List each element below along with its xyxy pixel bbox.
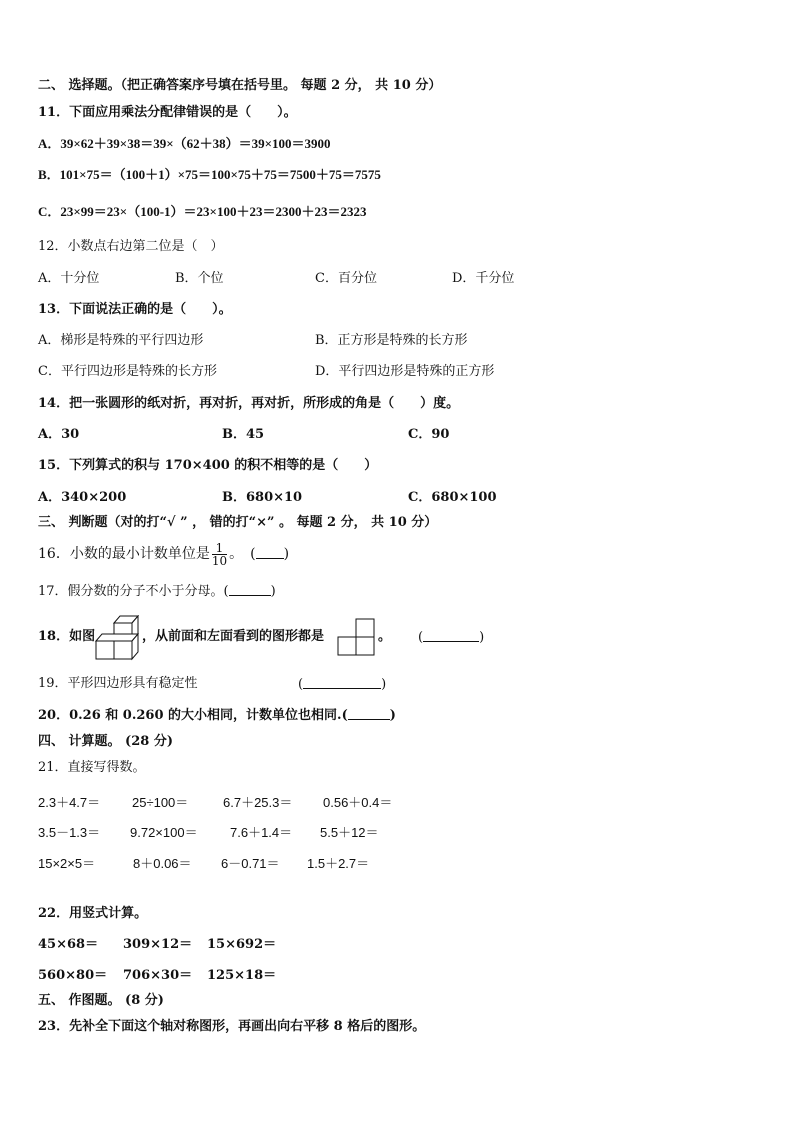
q11-stem: 11．下面应用乘法分配律错误的是（ ）。 — [38, 105, 297, 120]
q11-option-a[interactable]: A．39×62＋39×38＝39×（62＋38）＝39×100＝3900 — [38, 136, 331, 151]
section-4-header: 四、 计算题。 (28 分) — [38, 734, 173, 749]
q12-stem: 12．小数点右边第二位是（ ） — [38, 239, 224, 254]
q12-option-b[interactable]: B．个位 — [175, 271, 224, 286]
q18-post: 。 — [378, 629, 392, 644]
q13-option-c[interactable]: C．平行四边形是特殊的长方形 — [38, 364, 217, 379]
q14-stem: 14．把一张圆形的纸对折，再对折，再对折，所形成的角是（ ）度。 — [38, 396, 460, 411]
fraction-one-tenth: $\frac{1}{10}$ — [211, 540, 228, 568]
q21-item[interactable]: 0.56＋0.4＝ — [323, 795, 393, 810]
q16-post: 。 ( — [229, 546, 256, 562]
q11-option-c[interactable]: C．23×99＝23×（100-1）＝23×100＋23＝2300＋23＝2323 — [38, 204, 367, 219]
q15-option-b[interactable]: B．680×10 — [222, 490, 303, 505]
q14-option-a[interactable]: A．30 — [38, 427, 80, 442]
q13-stem: 13．下面说法正确的是（ ）。 — [38, 302, 232, 317]
q23-stem: 23．先补全下面这个轴对称图形，再画出向右平移 8 格后的图形。 — [38, 1019, 426, 1034]
q12-option-a[interactable]: A．十分位 — [38, 271, 100, 286]
q16-close: ) — [283, 546, 290, 562]
q19-answer: ( ) — [298, 677, 387, 692]
q15-option-a[interactable]: A．340×200 — [38, 490, 127, 505]
q22-item[interactable]: 125×18＝ — [207, 968, 277, 983]
q18-pre: 18．如图 — [38, 629, 96, 644]
q14-option-c[interactable]: C．90 — [408, 427, 450, 442]
q21-item[interactable]: 3.5－1.3＝ — [38, 825, 101, 840]
q18-answer-blank[interactable] — [423, 629, 479, 642]
q21-item[interactable]: 8＋0.06＝ — [133, 856, 192, 871]
q20 — [38, 707, 396, 724]
q13-option-b[interactable]: B．正方形是特殊的长方形 — [315, 333, 468, 348]
q15-option-c[interactable]: C．680×100 — [408, 490, 497, 505]
q12-option-d[interactable]: D．千分位 — [452, 271, 515, 286]
q18-mid: ，从前面和左面看到的图形都是 — [142, 629, 325, 644]
q22-item[interactable]: 309×12＝ — [123, 937, 193, 952]
q20-close: ) — [389, 708, 396, 723]
q21-item[interactable]: 7.6＋1.4＝ — [230, 825, 293, 840]
q21-item[interactable]: 25÷100＝ — [132, 795, 189, 810]
q17-answer-blank[interactable] — [229, 583, 271, 596]
q13-option-a[interactable]: A．梯形是特殊的平行四边形 — [38, 333, 204, 348]
q21-item[interactable]: 15×2×5＝ — [38, 856, 96, 871]
q18-answer: ( ) — [418, 630, 485, 645]
q17-close: ) — [270, 584, 276, 599]
q21-stem: 21．直接写得数。 — [38, 760, 146, 775]
section-5-header: 五、 作图题。 (8 分) — [38, 993, 164, 1008]
q17 — [38, 583, 276, 600]
q12-option-c[interactable]: C．百分位 — [315, 271, 377, 286]
q19-answer-blank[interactable] — [303, 676, 381, 689]
q14-option-b[interactable]: B．45 — [222, 427, 265, 442]
q22-item[interactable]: 45×68＝ — [38, 937, 99, 952]
q22-item[interactable]: 706×30＝ — [123, 968, 193, 983]
q16-answer-blank[interactable] — [256, 546, 284, 559]
q21-item[interactable]: 5.5＋12＝ — [320, 825, 379, 840]
q22-stem: 22．用竖式计算。 — [38, 906, 148, 921]
q21-item[interactable]: 2.3＋4.7＝ — [38, 795, 101, 810]
q13-option-d[interactable]: D．平行四边形是特殊的正方形 — [315, 364, 495, 379]
q22-item[interactable]: 560×80＝ — [38, 968, 108, 983]
q21-item[interactable]: 9.72×100＝ — [130, 825, 198, 840]
q20-answer-blank[interactable] — [348, 707, 390, 720]
q16-text: 16．小数的最小计数单位是 — [38, 546, 210, 562]
cube-stack-figure — [94, 615, 140, 661]
section-3-header: 三、 判断题（对的打“√ ” ， 错的打“×” 。 每题 2 分， 共 10 分） — [38, 515, 438, 530]
section-2-header: 二、 选择题。（把正确答案序号填在括号里。 每题 2 分， 共 10 分） — [38, 78, 442, 93]
q21-item[interactable]: 6－0.71＝ — [221, 856, 280, 871]
q11-option-b[interactable]: B．101×75＝（100＋1）×75＝100×75＋75＝7500＋75＝7575 — [38, 167, 381, 182]
front-left-view-figure — [336, 618, 376, 656]
q20-text: 20．0.26 和 0.260 的大小相同，计数单位也相同.( — [38, 708, 348, 723]
q21-item[interactable]: 1.5＋2.7＝ — [307, 856, 370, 871]
q15-stem: 15．下列算式的积与 170×400 的积不相等的是（ ） — [38, 458, 378, 473]
q19-text: 19．平形四边形具有稳定性 — [38, 676, 198, 691]
q16 — [38, 540, 289, 568]
q22-item[interactable]: 15×692＝ — [207, 937, 277, 952]
q21-item[interactable]: 6.7＋25.3＝ — [223, 795, 293, 810]
q17-text: 17．假分数的分子不小于分母。( — [38, 584, 229, 599]
